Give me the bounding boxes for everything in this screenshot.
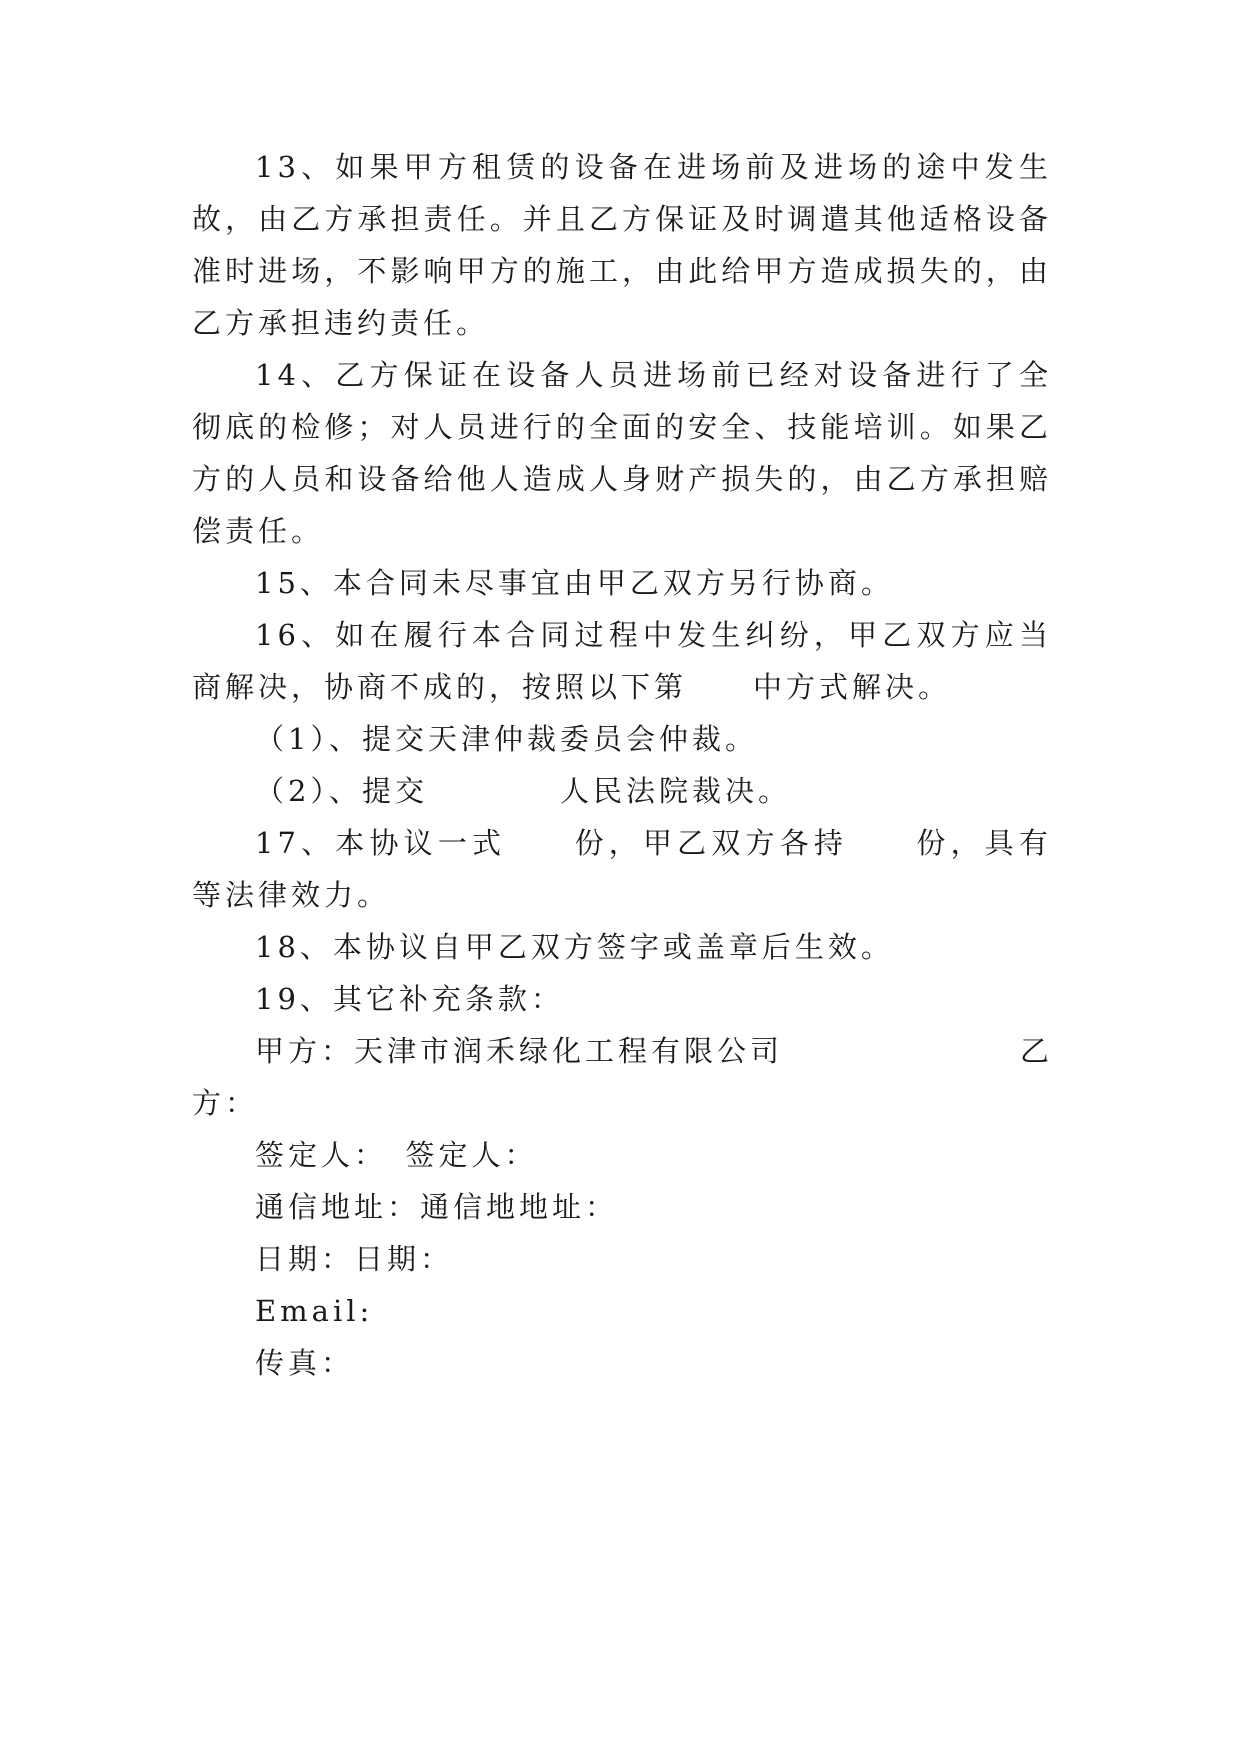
clause-14-line-4: 偿责任。 <box>192 514 325 548</box>
clause-15: 15、本合同未尽事宜由甲乙双方另行协商。 <box>255 566 894 600</box>
party-b-label-end: 方： <box>192 1086 259 1120</box>
clause-14-line-3: 方的人员和设备给他人造成人身财产损失的，由乙方承担赔 <box>192 462 1052 496</box>
clause-13-line-3: 准时进场，不影响甲方的施工，由此给甲方造成损失的，由 <box>192 254 1052 288</box>
clause-13-line-1: 13、如果甲方租赁的设备在进场前及进场的途中发生 <box>255 150 1052 184</box>
address-fields: 通信地址：通信地地址： <box>255 1190 619 1224</box>
party-a-name: 甲方：天津市润禾绿化工程有限公司 <box>255 1034 784 1068</box>
fax-field: 传真： <box>255 1346 355 1380</box>
date-fields: 日期：日期： <box>255 1242 454 1276</box>
clause-13-line-4: 乙方承担违约责任。 <box>192 306 490 340</box>
clause-14-line-1: 14、乙方保证在设备人员进场前已经对设备进行了全 <box>255 358 1052 392</box>
signer-fields: 签定人： 签定人： <box>255 1138 538 1172</box>
clause-17-line-1: 17、本协议一式 份，甲乙双方各持 份，具有 <box>255 826 1052 860</box>
clause-16-line-1: 16、如在履行本合同过程中发生纠纷，甲乙双方应当 <box>255 618 1052 652</box>
clause-14-line-2: 彻底的检修；对人员进行的全面的安全、技能培训。如果乙 <box>192 410 1052 444</box>
email-field: Email: <box>255 1294 374 1328</box>
party-b-label-start: 乙 <box>1020 1034 1050 1068</box>
dispute-option-2: （2）、提交 人民法院裁决。 <box>255 774 791 808</box>
clause-13-line-2: 故，由乙方承担责任。并且乙方保证及时调遣其他适格设备 <box>192 202 1052 236</box>
clause-17-line-2: 等法律效力。 <box>192 878 391 912</box>
clause-19: 19、其它补充条款： <box>255 982 564 1016</box>
dispute-option-1: （1）、提交天津仲裁委员会仲裁。 <box>255 722 758 756</box>
clause-16-line-2: 商解决，协商不成的，按照以下第 中方式解决。 <box>192 670 952 704</box>
clause-18: 18、本协议自甲乙双方签字或盖章后生效。 <box>255 930 894 964</box>
